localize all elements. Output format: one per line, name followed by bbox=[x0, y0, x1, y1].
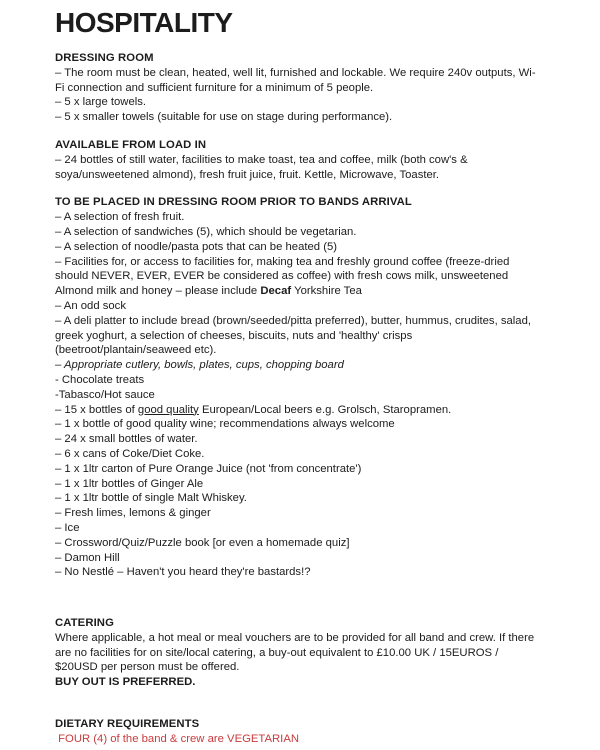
rider-line: – 5 x large towels. bbox=[55, 96, 147, 109]
rider-line: – An odd sock bbox=[55, 299, 126, 312]
rider-line-part: European/Local beers e.g. Grolsch, Staropramen. bbox=[198, 403, 452, 416]
rider-line: BUY OUT IS PREFERRED. bbox=[55, 676, 196, 689]
rider-line: – 24 x small bottles of water. bbox=[55, 433, 198, 446]
document-title: HOSPITALITY bbox=[55, 7, 233, 38]
section-load-in bbox=[55, 138, 543, 182]
rider-line: – No Nestlé – Haven't you heard they're bastards!? bbox=[55, 566, 311, 579]
rider-line: Where applicable, a hot meal or meal vouchers are to be provided for all band and crew. If there are no facilities for on site/local catering, a buy-out equivalent to £10.00 UK / 15EUROS / $20USD per person must be offered. bbox=[55, 631, 538, 674]
section-placement bbox=[55, 195, 543, 580]
rider-line-part: Decaf bbox=[260, 285, 292, 298]
rider-line bbox=[55, 403, 543, 418]
rider-line: – 1 x 1ltr carton of Pure Orange Juice (not 'from concentrate') bbox=[55, 462, 362, 475]
rider-line: – 6 x cans of Coke/Diet Coke. bbox=[55, 447, 205, 460]
section-dietary bbox=[55, 717, 543, 747]
section-catering bbox=[55, 616, 543, 690]
rider-line: – 1 x 1ltr bottle of single Malt Whiskey. bbox=[55, 492, 247, 505]
rider-line: – The room must be clean, heated, well lit, furnished and lockable. We require 240v outputs, Wi-Fi connection and sufficient furniture for a minimum of 5 people. bbox=[55, 66, 536, 94]
rider-line: – 5 x smaller towels (suitable for use on stage during performance). bbox=[55, 111, 393, 124]
rider-line-part: – 15 x bottles of bbox=[55, 403, 138, 416]
section-dressing-room bbox=[55, 51, 543, 125]
rider-line: FOUR (4) of the band & crew are VEGETARIAN bbox=[55, 732, 300, 745]
section-heading-catering: CATERING bbox=[55, 617, 114, 630]
rider-line: – Crossword/Quiz/Puzzle book [or even a homemade quiz] bbox=[55, 536, 350, 549]
rider-line: – Ice bbox=[55, 521, 80, 534]
rider-line-part: Yorkshire Tea bbox=[291, 285, 362, 298]
section-heading-placement: TO BE PLACED IN DRESSING ROOM PRIOR TO BANDS ARRIVAL bbox=[55, 196, 412, 209]
rider-line: – 1 x 1ltr bottles of Ginger Ale bbox=[55, 477, 204, 490]
rider-line: – 1 x bottle of good quality wine; recommendations always welcome bbox=[55, 418, 395, 431]
rider-line: -Tabasco/Hot sauce bbox=[55, 388, 155, 401]
rider-line: – Appropriate cutlery, bowls, plates, cups, chopping board bbox=[55, 359, 344, 372]
section-heading-load-in: AVAILABLE FROM LOAD IN bbox=[55, 138, 207, 151]
rider-line: – A deli platter to include bread (brown/seeded/pitta preferred), butter, hummus, crudites, salad, greek yoghurt, a selection of cheeses, biscuits, nuts and 'healthy' crisps (beetroot/plantain/seaweed etc). bbox=[55, 314, 535, 357]
rider-line: – 24 bottles of still water, facilities to make toast, tea and coffee, milk (both cow's & soya/unsweetened almond), fresh fruit juice, fruit. Kettle, Microwave, Toaster. bbox=[55, 153, 471, 181]
rider-line-part: good quality bbox=[137, 403, 199, 416]
rider-line: – A selection of fresh fruit. bbox=[55, 211, 185, 224]
rider-line: – A selection of sandwiches (5), which should be vegetarian. bbox=[55, 225, 357, 238]
rider-line: - Chocolate treats bbox=[55, 373, 145, 386]
rider-line: – Fresh limes, lemons & ginger bbox=[55, 507, 211, 520]
rider-line-part: – Facilities for, or access to facilities for, making tea and freshly ground coffee (freeze-dried should NEVER, EVER, EVER be considered as coffee) with fresh cows milk, unsweetened Almond milk and honey – please include bbox=[55, 255, 513, 298]
rider-line bbox=[55, 255, 543, 299]
section-heading-dressing-room: DRESSING ROOM bbox=[55, 52, 154, 64]
rider-line: – Damon Hill bbox=[55, 551, 120, 564]
document-sections bbox=[55, 51, 543, 747]
section-heading-dietary: DIETARY REQUIREMENTS bbox=[55, 718, 200, 731]
rider-line: – A selection of noodle/pasta pots that can be heated (5) bbox=[55, 240, 337, 253]
